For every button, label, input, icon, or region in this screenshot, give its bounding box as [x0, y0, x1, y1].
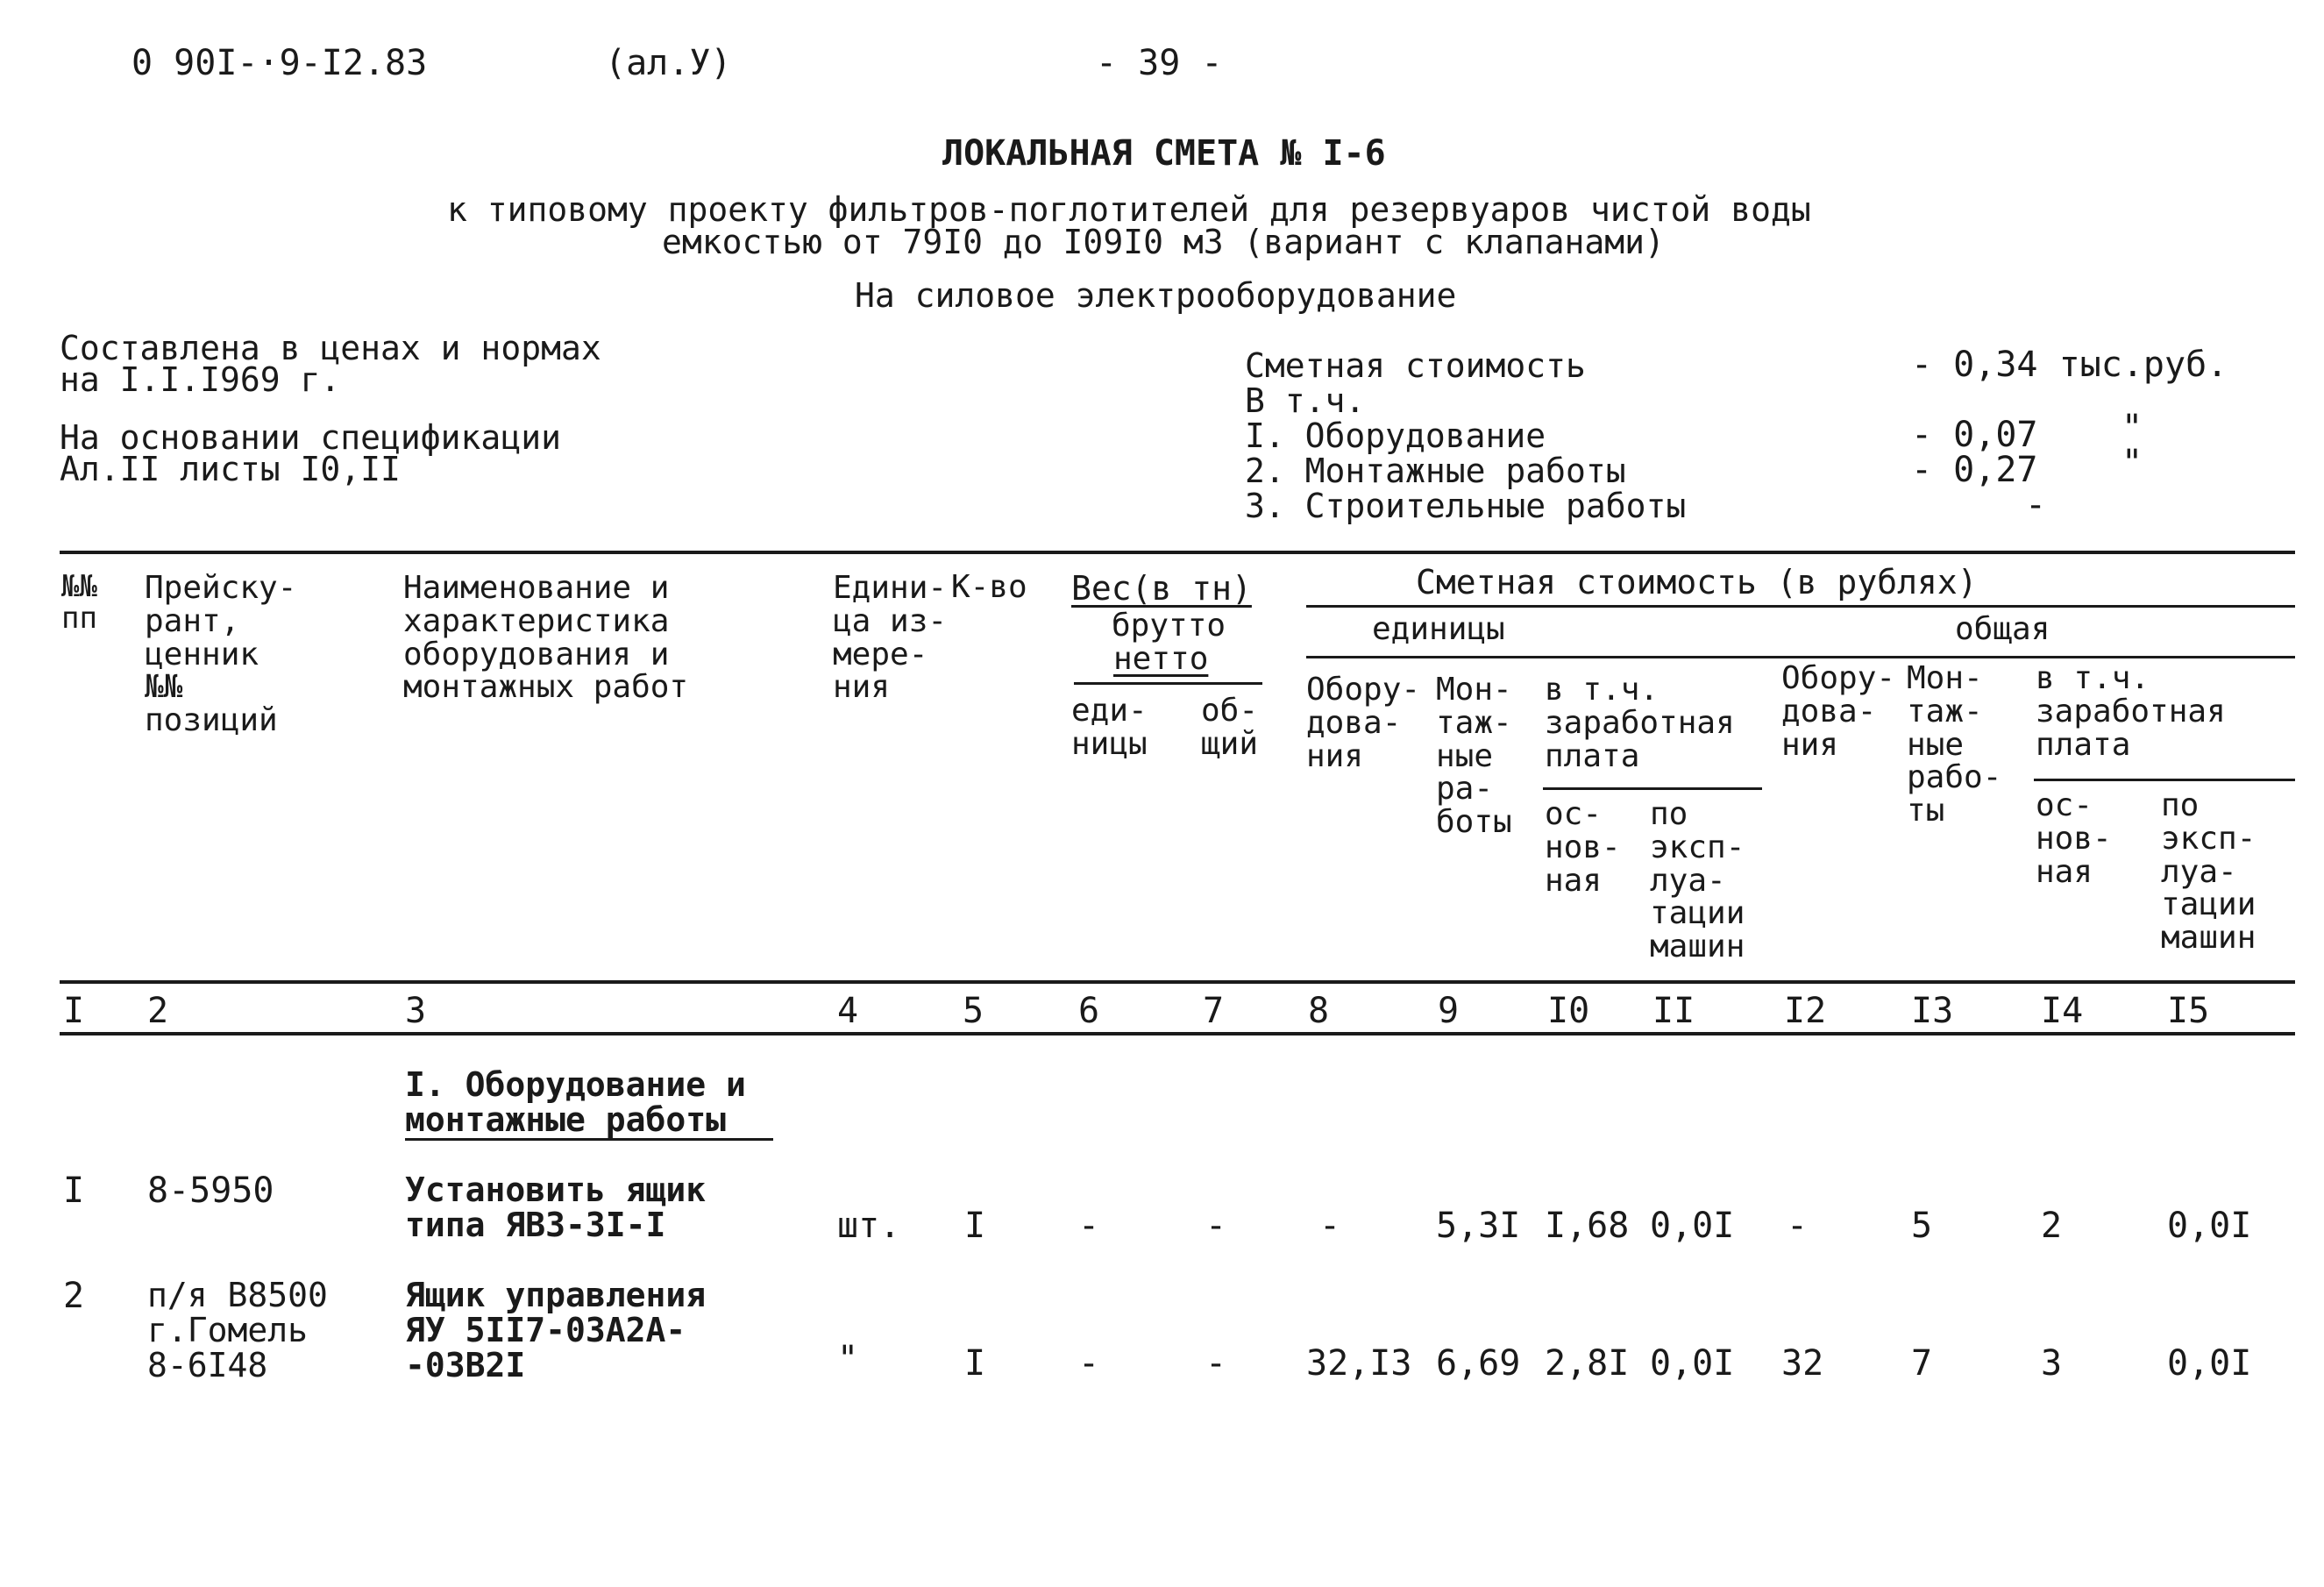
row-price-list: 8-5950 — [147, 1171, 274, 1211]
row-name: Установить ящик типа ЯВЗ-3I-I — [405, 1171, 707, 1244]
header-equipment-unit: Обору- дова- ния — [1306, 672, 1421, 774]
estimate-title: ЛОКАЛЬНАЯ СМЕТА № I-6 — [942, 133, 1386, 174]
header-equipment-total: Обору- дова- ния — [1781, 660, 1896, 763]
row-wage-machines-unit: 0,0I — [1650, 1206, 1735, 1246]
header-bottom-rule — [60, 980, 2295, 984]
estimate-subtitle-line3: На силовое электрооборудование — [855, 276, 1457, 315]
header-weight-total: об- щий — [1201, 693, 1259, 762]
equipment-label: I. Оборудование — [1245, 416, 1546, 455]
column-number: II — [1652, 991, 1695, 1031]
estimate-subtitle-line2: емкостью от 79I0 до I09I0 м3 (вариант с клапанами) — [662, 223, 1665, 261]
cost-label: Сметная стоимость — [1245, 346, 1586, 385]
row-equipment-unit: - — [1319, 1206, 1341, 1246]
header-weight-net: нетто — [1113, 641, 1209, 677]
header-weight-gross: брутто — [1112, 608, 1226, 644]
column-number: 7 — [1203, 991, 1225, 1031]
header-wage-unit: в т.ч. заработная плата — [1545, 672, 1735, 774]
equipment-ditto-mark: " — [2121, 408, 2143, 448]
header-name: Наименование и характеристика оборудования и монтажных работ — [403, 570, 689, 706]
weight-group-rule — [1074, 682, 1262, 685]
row-unit: " — [837, 1339, 859, 1379]
row-mounting-total: 5 — [1911, 1206, 1933, 1246]
page-number: - 39 - — [1096, 43, 1223, 83]
header-wage-machines-total: по эксп- луа- тации машин — [2161, 787, 2256, 957]
header-weight: Вес(в тн) — [1071, 569, 1252, 608]
column-number: 9 — [1438, 991, 1460, 1031]
header-wage-main-total: ос- нов- ная — [2036, 787, 2112, 890]
row-mounting-total: 7 — [1911, 1343, 1933, 1384]
including-label: В т.ч. — [1245, 381, 1366, 420]
estimate-subtitle-line1: к типовому проекту фильтров-поглотителей для резервуаров чистой воды — [447, 190, 1811, 229]
column-number: 4 — [837, 991, 859, 1031]
mounting-ditto-mark: " — [2121, 443, 2143, 483]
row-weight-unit: - — [1078, 1343, 1100, 1384]
column-number: 6 — [1078, 991, 1100, 1031]
row-wage-main-unit: I,68 — [1545, 1206, 1630, 1246]
header-unit-group: единицы — [1372, 611, 1505, 647]
construction-label: 3. Строительные работы — [1245, 487, 1687, 525]
section-title: I. Оборудование и монтажные работы — [405, 1065, 746, 1139]
row-wage-machines-total: 0,0I — [2167, 1206, 2252, 1246]
row-weight-total: - — [1205, 1343, 1227, 1384]
header-mounting-unit: Мон- таж- ные ра- боты — [1436, 672, 1512, 841]
prices-note-line1: Составлена в ценах и нормах — [60, 329, 601, 367]
row-wage-main-unit: 2,8I — [1545, 1343, 1630, 1384]
row-unit: шт. — [837, 1206, 901, 1246]
header-unit: Едини- ца из- мере- ния — [833, 570, 948, 706]
prices-note-line2: на I.I.I969 г. — [60, 360, 341, 399]
equipment-value: - 0,07 — [1911, 415, 2038, 455]
column-number: I3 — [1911, 991, 1954, 1031]
column-number: I4 — [2041, 991, 2084, 1031]
row-quantity: I — [964, 1206, 986, 1246]
column-number: 8 — [1308, 991, 1330, 1031]
column-numbers-rule — [60, 1032, 2295, 1035]
row-wage-main-total: 3 — [2041, 1343, 2063, 1384]
header-weight-unit: еди- ницы — [1071, 693, 1148, 762]
column-number: I — [63, 991, 85, 1031]
header-estimated-cost: Сметная стоимость (в рублях) — [1416, 563, 1978, 601]
row-number: I — [63, 1171, 85, 1211]
header-wage-main-unit: ос- нов- ная — [1545, 796, 1621, 899]
wage-total-rule — [2034, 779, 2295, 781]
table-top-rule — [60, 551, 2295, 554]
row-name: Ящик управления ЯУ 5II7-03А2А- -03В2I — [405, 1276, 707, 1384]
column-number: 2 — [147, 991, 169, 1031]
row-equipment-total: - — [1787, 1206, 1809, 1246]
cost-group-rule — [1306, 605, 2295, 608]
row-wage-main-total: 2 — [2041, 1206, 2063, 1246]
mounting-value: - 0,27 — [1911, 450, 2038, 490]
mounting-label: 2. Монтажные работы — [1245, 452, 1626, 490]
row-weight-total: - — [1205, 1206, 1227, 1246]
basis-note-line1: На основании спецификации — [60, 418, 561, 457]
basis-note-line2: Ал.II листы I0,II — [60, 450, 401, 488]
row-mounting-unit: 5,3I — [1436, 1206, 1521, 1246]
construction-value: - — [2025, 485, 2047, 525]
header-total-group: общая — [1955, 611, 2050, 647]
document-code: 0 90I-·9-I2.83 — [131, 43, 428, 83]
header-mounting-total: Мон- таж- ные рабо- ты — [1907, 660, 2002, 829]
wage-unit-rule — [1543, 787, 1762, 790]
row-quantity: I — [964, 1343, 986, 1384]
row-wage-machines-total: 0,0I — [2167, 1343, 2252, 1384]
column-number: 3 — [405, 991, 427, 1031]
row-price-list: п/я В8500 г.Гомель 8-6I48 — [147, 1276, 328, 1384]
row-number: 2 — [63, 1276, 85, 1316]
column-number: 5 — [963, 991, 984, 1031]
column-number: I5 — [2167, 991, 2210, 1031]
column-number: I0 — [1547, 991, 1590, 1031]
row-wage-machines-unit: 0,0I — [1650, 1343, 1735, 1384]
header-wage-machines-unit: по эксп- луа- тации машин — [1650, 796, 1745, 965]
row-weight-unit: - — [1078, 1206, 1100, 1246]
row-equipment-unit: 32,I3 — [1306, 1343, 1412, 1384]
column-number: I2 — [1784, 991, 1827, 1031]
row-mounting-unit: 6,69 — [1436, 1343, 1521, 1384]
album-label: (ал.У) — [605, 43, 732, 83]
header-quantity: К-во — [951, 569, 1027, 605]
row-equipment-total: 32 — [1781, 1343, 1824, 1384]
cost-value: - 0,34 тыс.руб. — [1911, 345, 2228, 385]
header-number: №№ пп — [61, 569, 97, 636]
header-price-list: Прейску- рант, ценник №№ позиций — [145, 570, 297, 739]
section-title-underline — [405, 1138, 773, 1141]
header-wage-total: в т.ч. заработная плата — [2036, 660, 2226, 763]
cost-subgroup-rule — [1306, 656, 2295, 658]
